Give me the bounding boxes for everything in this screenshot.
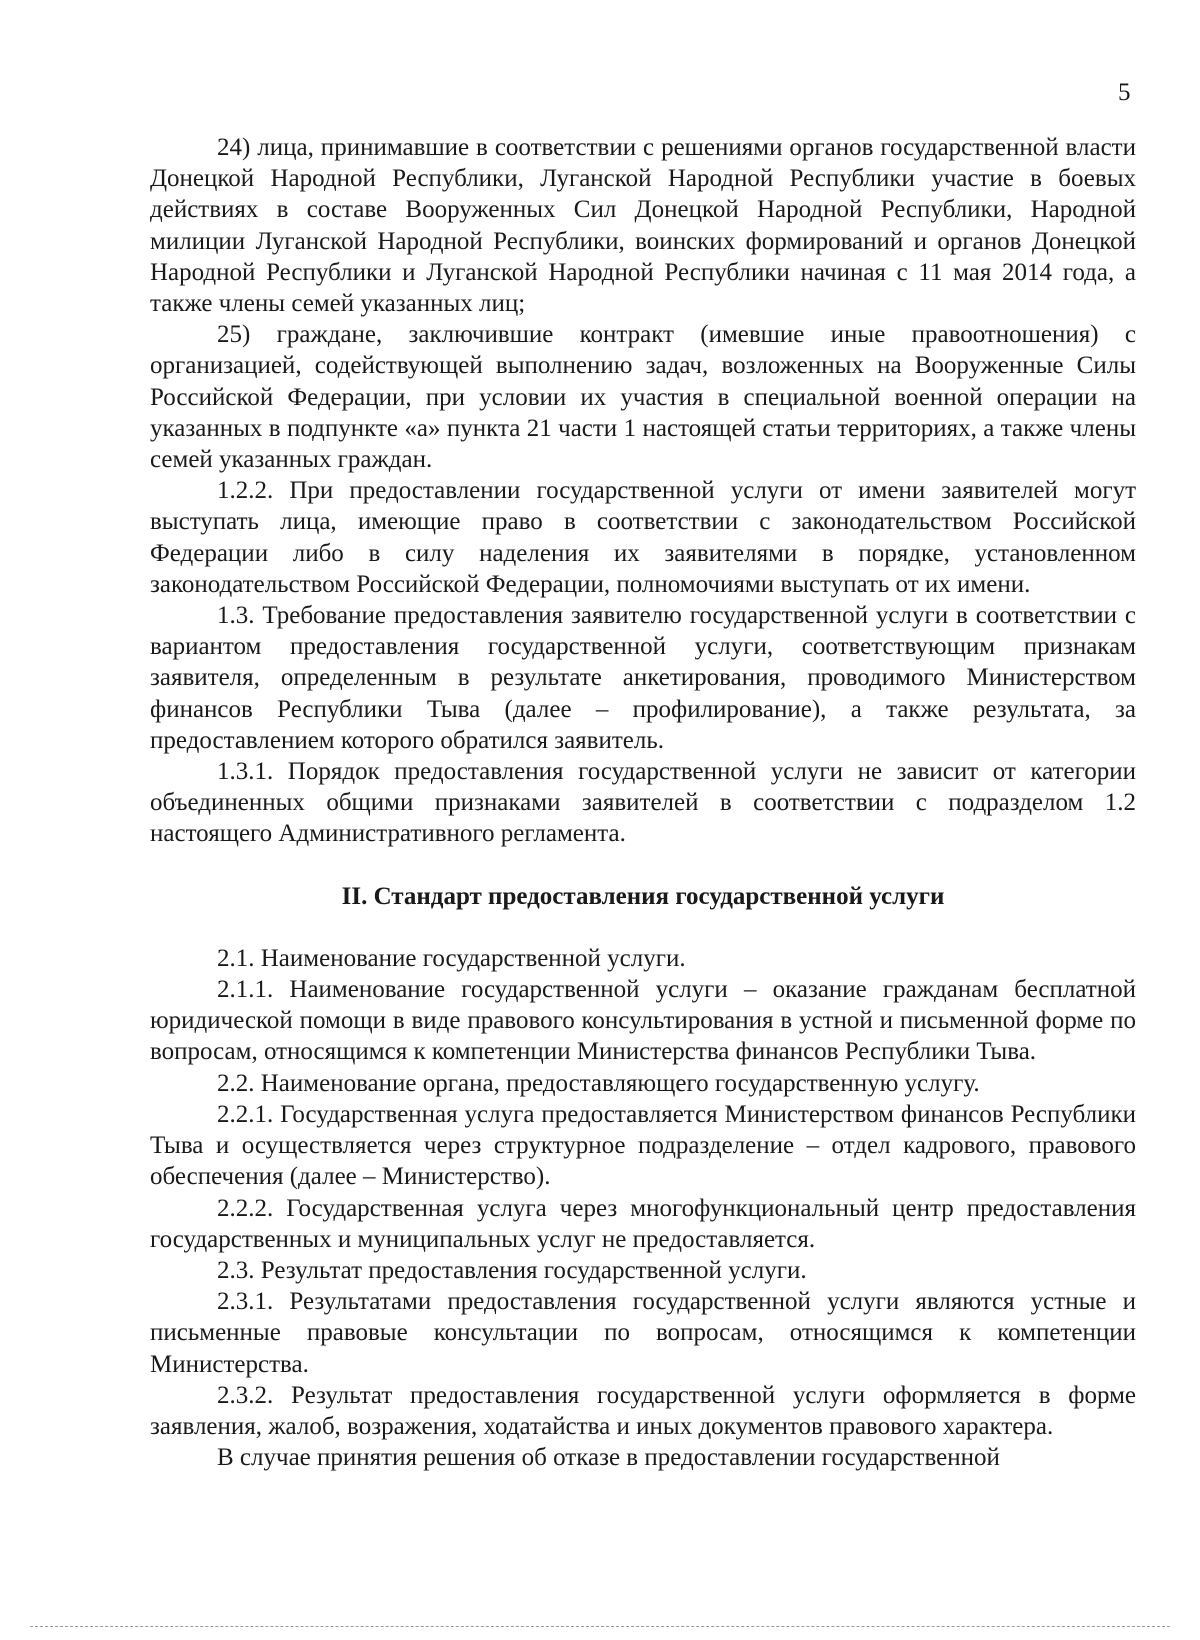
paragraph-2-3: 2.3. Результат предоставления государственной услуги. bbox=[217, 1256, 807, 1284]
page-number: 5 bbox=[1118, 79, 1131, 106]
document-body bbox=[150, 132, 1136, 1473]
paragraph-1-3: 1.3. Требование предоставления заявителю государственной услуги в соответствии с вариантом предоставления государственной услуги, соответствующим признакам заявителя, определенным в результате анкетирования, проводимого Министерством финансов Республики Тыва (далее – профилирование), а также результата, за предоставлением которого обратился заявитель. bbox=[150, 602, 1136, 754]
paragraph-2-2-1: 2.2.1. Государственная услуга предоставляется Министерством финансов Республики Тыва и осуществляется через структурное подразделение – отдел кадрового, правового обеспечения (далее – Министерство). bbox=[150, 1100, 1136, 1191]
paragraph-item-25: 25) граждане, заключившие контракт (имевшие иные правоотношения) с организацией, содействующей выполнению задач, возложенных на Вооруженные Силы Российской Федерации, при условии их участия в специальной военной операции на указанных в подпункте «а» пункта 21 части 1 настоящей статьи территориях, а также члены семей указанных граждан. bbox=[150, 321, 1136, 474]
paragraph-item-24: 24) лица, принимавшие в соответствии с решениями органов государственной власти Донецкой Народной Республики, Луганской Народной Республики участие в боевых действиях в составе Вооруженных Сил Донецкой Народной Республики, Народной милиции Луганской Народной Республики, воинских формирований и органов Донецкой Народной Республики и Луганской Народной Республики начиная с 11 мая 2014 года, а также члены семей указанных лиц; bbox=[150, 134, 1136, 318]
paragraph-1-3-1: 1.3.1. Порядок предоставления государственной услуги не зависит от категории объединенных общими признаками заявителей в соответствии с подразделом 1.2 настоящего Административного регламента. bbox=[150, 758, 1136, 848]
paragraph-2-2: 2.2. Наименование органа, предоставляющего государственную услугу. bbox=[217, 1069, 980, 1097]
paragraph-2-1: 2.1. Наименование государственной услуги. bbox=[217, 944, 686, 972]
paragraph-2-2-2: 2.2.2. Государственная услуга через многофункциональный центр предоставления государственных и муниципальных услуг не предоставляется. bbox=[150, 1194, 1136, 1253]
section-heading: II. Стандарт предоставления государственной услуги bbox=[341, 882, 945, 910]
paragraph-2-3-1: 2.3.1. Результатами предоставления государственной услуги являются устные и письменные правовые консультации по вопросам, относящимся к компетенции Министерства. bbox=[150, 1288, 1136, 1378]
paragraph-2-3-2: 2.3.2. Результат предоставления государственной услуги оформляется в форме заявления, жалоб, возражения, ходатайства и иных документов правового характера. bbox=[150, 1381, 1136, 1440]
paragraph-1-2-2: 1.2.2. При предоставлении государственной услуги от имени заявителей могут выступать лица, имеющие право в соответствии с законодательством Российской Федерации либо в силу наделения их заявителями в порядке, установленном законодательством Российской Федерации, полномочиями выступать от их имени. bbox=[150, 477, 1136, 598]
scan-bottom-edge bbox=[30, 1626, 1170, 1627]
paragraph-2-1-1: 2.1.1. Наименование государственной услуги – оказание гражданам бесплатной юридической помощи в виде правового консультирования в устной и письменной форме по вопросам, относящимся к компетенции Министерства финансов Республики Тыва. bbox=[150, 976, 1136, 1066]
paragraph-refusal-case: В случае принятия решения об отказе в предоставлении государственной bbox=[217, 1444, 1000, 1472]
